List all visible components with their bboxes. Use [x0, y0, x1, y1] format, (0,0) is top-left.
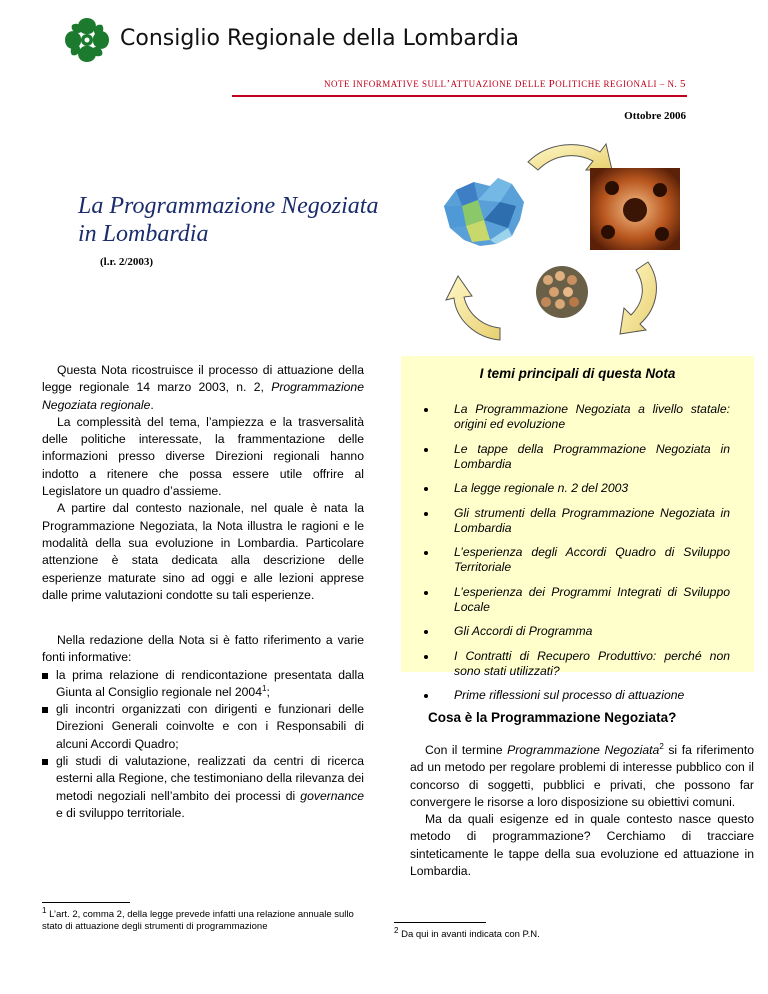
sources-item-2-text: gli incontri organizzati con dirigenti e funzionari delle Direzioni Generali coinvolte e con i Responsabili di alcuni Accordi Quadro;: [56, 702, 364, 751]
theme-item: [438, 506, 730, 536]
theme-item: [438, 442, 730, 472]
team-hands-photo-icon: [590, 168, 680, 250]
bullet-dot-icon: [424, 487, 428, 491]
theme-item-text: La legge regionale n. 2 del 2003: [454, 481, 629, 495]
bullet-dot-icon: [424, 408, 428, 412]
theme-item: [438, 402, 730, 432]
bullet-dot-icon: [424, 591, 428, 595]
footnote-1: [42, 905, 372, 933]
sources-section: [42, 632, 364, 822]
intro-p1-italic: Programmazione Negoziata regionale: [42, 380, 364, 412]
intro-p1-end: .: [150, 397, 154, 412]
header-rule: [232, 95, 687, 97]
answer-section: [410, 742, 754, 880]
sources-item-1-text: la prima relazione di rendicontazione presentata dalla Giunta al Consiglio regionale nel 2004: [56, 667, 364, 699]
theme-item: [438, 624, 730, 639]
page-title-line2: in Lombardia: [78, 221, 209, 247]
theme-item: [438, 688, 730, 703]
footnote-2-number: 2: [394, 925, 399, 935]
theme-item-text: I Contratti di Recupero Produttivo: perché non sono stati utilizzati?: [454, 648, 730, 678]
sources-item-3-end: e di sviluppo territoriale.: [56, 805, 185, 820]
theme-item-text: Gli Accordi di Programma: [454, 624, 593, 638]
sources-item-1: [42, 667, 364, 702]
section-heading: Cosa è la Programmazione Negoziata?: [428, 710, 677, 725]
cycle-illustration: [440, 140, 680, 350]
footnote-divider: [394, 922, 486, 923]
theme-item-text: Prime riflessioni sul processo di attuazione: [454, 688, 685, 702]
series-part3: OLITICHE REGIONALI: [555, 79, 657, 89]
lombardy-map-icon: [444, 178, 524, 246]
page-title-line1: La Programmazione Negoziata: [78, 193, 379, 219]
series-line: [0, 78, 686, 90]
answer-p1-text: Con il termine: [425, 743, 508, 757]
sources-item-3-text: gli studi di valutazione, realizzati da centri di ricerca esterni alla Regione, che testimoniano della rilevanza dei metodi negoziali nell’ambito dei processi di: [56, 754, 364, 803]
series-dash: – N.: [657, 79, 680, 89]
theme-item: [438, 481, 730, 496]
intro-paragraph-3: A partire dal contesto nazionale, nel quale è nata la Programmazione Negoziata, la Nota illustra le ragioni e le modalità della sua evoluzione in Lombardia. Particolare attenzione è stata dedicata alla descrizione delle esperienze maturate sino ad oggi e alle lezioni apprese dalle prime valutazioni condotte su tali esperienze.: [42, 501, 364, 602]
page-title: [78, 192, 418, 248]
cycle-arrow-right-icon: [620, 262, 656, 334]
footnote-2: [394, 925, 540, 940]
bullet-square-icon: [42, 759, 48, 765]
law-reference: (l.r. 2/2003): [100, 256, 154, 268]
answer-p1-end: si fa riferimento ad un metodo per regolare problemi di interesse pubblico con il concorso di soggetti, pubblici e privati, che possono far convergere le risorse a loro disposizione su obiettivi comuni.: [410, 743, 754, 809]
org-title: Consiglio Regionale della Lombardia: [120, 26, 520, 51]
themes-title: I temi principali di questa Nota: [479, 366, 676, 381]
intro-paragraph-1: [42, 362, 364, 414]
series-p: P: [548, 78, 556, 90]
series-part1: NOTE INFORMATIVE SULL: [323, 79, 447, 89]
sources-item-2: [42, 701, 364, 753]
theme-item: [438, 585, 730, 615]
footnote-ref-1: 1: [261, 683, 267, 693]
intro-section: [42, 362, 364, 604]
footnote-1-text: L’art. 2, comma 2, della legge prevede infatti una relazione annuale sullo stato di attuazione degli strumenti di programmazione: [42, 909, 354, 932]
sources-item-1-end: ;: [266, 684, 270, 699]
bullet-dot-icon: [424, 630, 428, 634]
intro-paragraph-2: La complessità del tema, l’ampiezza e la trasversalità delle politiche interessate, la frammentazione delle informazioni presso diverse Direzioni regionali hanno indotto a ritenere che possa essere utile offrire al Legislatore un quadro d’assieme.: [42, 414, 364, 499]
bullet-dot-icon: [424, 655, 428, 659]
crowd-photo-icon: [536, 266, 588, 318]
sources-list: [42, 667, 364, 823]
series-number: 5: [680, 78, 686, 90]
theme-item-text: La Programmazione Negoziata a livello statale: origini ed evoluzione: [454, 402, 730, 431]
theme-item-text: Le tappe della Programmazione Negoziata in Lombardia: [454, 441, 730, 471]
footnote-1-number: 1: [42, 905, 47, 915]
issue-date: Ottobre 2006: [624, 110, 686, 122]
answer-paragraph-2: Ma da quali esigenze ed in quale contesto nasce questo metodo di programmazione? Cerchiamo di tracciare sinteticamente le tappe della sua evoluzione ed attuazione in Lombardia.: [410, 812, 754, 879]
footnote-ref-2: 2: [659, 741, 664, 751]
theme-item: [438, 545, 730, 575]
bullet-dot-icon: [424, 512, 428, 516]
bullet-square-icon: [42, 707, 48, 713]
answer-paragraph-1: [410, 742, 754, 811]
answer-p1-italic: Programmazione Negoziata: [507, 743, 660, 757]
theme-item-text: L’esperienza dei Programmi Integrati di Sviluppo Locale: [454, 584, 730, 614]
themes-list: [438, 402, 730, 713]
footnote-divider: [42, 902, 130, 903]
theme-item: [438, 649, 730, 679]
cycle-arrow-top-icon: [528, 144, 612, 170]
bullet-dot-icon: [424, 551, 428, 555]
intro-p1-text: Questa Nota ricostruisce il processo di attuazione della legge regionale 14 marzo 2003, n. 2,: [42, 363, 364, 395]
header-logo: [62, 15, 520, 65]
bullet-square-icon: [42, 673, 48, 679]
bullet-dot-icon: [424, 694, 428, 698]
sources-item-3: [42, 753, 364, 822]
theme-item-text: L’esperienza degli Accordi Quadro di Sviluppo Territoriale: [454, 545, 730, 574]
series-part2: ATTUAZIONE DELLE: [450, 79, 549, 89]
footnote-2-text: Da qui in avanti indicata con P.N.: [398, 929, 540, 940]
bullet-dot-icon: [424, 448, 428, 452]
lombardy-rose-logo-icon: [62, 15, 112, 65]
sources-lead: Nella redazione della Nota si è fatto riferimento a varie fonti informative:: [42, 633, 364, 665]
theme-item-text: Gli strumenti della Programmazione Negoziata in Lombardia: [454, 505, 730, 535]
cycle-arrow-left-icon: [446, 276, 500, 340]
sources-item-3-italic: governance: [300, 788, 364, 803]
series-apostrophe: ’: [446, 78, 451, 90]
